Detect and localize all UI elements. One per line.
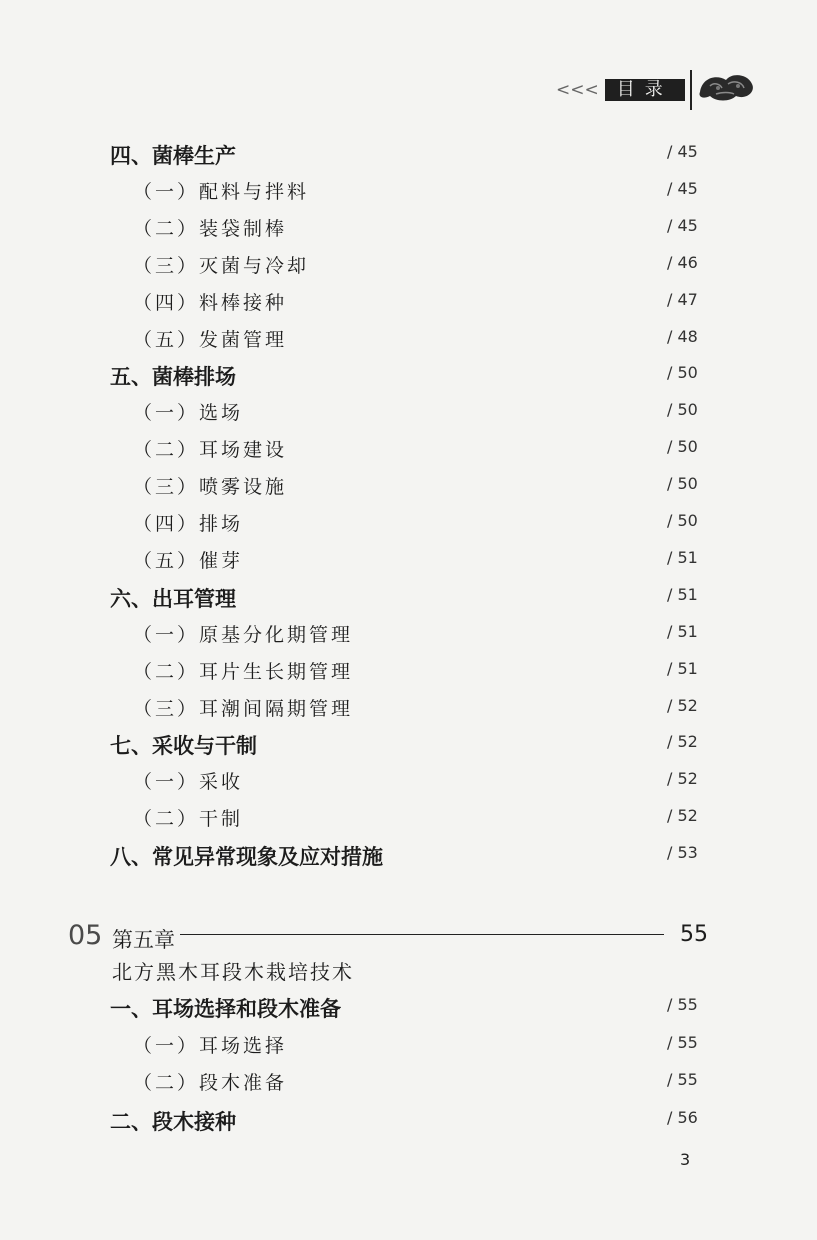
chapter-title[interactable]: 北方黑木耳段木栽培技术 <box>112 960 354 984</box>
toc-entry-label: 四、菌棒生产 <box>110 144 236 168</box>
toc-entry-page: / 55 <box>667 995 698 1014</box>
chapter-number: 05 <box>68 920 103 951</box>
toc-entry-page: / 53 <box>667 843 698 863</box>
toc-entry-label: （四）排场 <box>133 513 244 535</box>
toc-entry-page: / 50 <box>667 511 698 530</box>
toc-entry[interactable] <box>0 398 817 428</box>
toc-entry[interactable] <box>0 730 817 760</box>
toc-entry-label: （四）料棒接种 <box>133 291 288 314</box>
toc-entry-page: / 45 <box>667 178 698 198</box>
toc-entry-label: 六、出耳管理 <box>110 586 236 611</box>
toc-entry-label: （一）原基分化期管理 <box>133 623 354 646</box>
back-arrows-icon: <<< <box>556 80 599 100</box>
toc-entry-page: / 50 <box>667 363 698 383</box>
toc-entry-page: / 46 <box>667 252 698 272</box>
toc-entry[interactable] <box>0 509 817 539</box>
toc-entry[interactable] <box>0 620 817 650</box>
toc-entry-label: （二）装袋制棒 <box>133 217 288 240</box>
toc-entry-label: （一）采收 <box>133 771 244 794</box>
toc-entry-page: / 55 <box>667 1032 698 1052</box>
running-header <box>556 78 685 102</box>
toc-entry-label: （三）喷雾设施 <box>133 476 288 499</box>
toc-entry-label: （一）配料与拌料 <box>133 180 310 203</box>
toc-entry[interactable] <box>0 583 817 613</box>
toc-entry[interactable] <box>0 1106 817 1136</box>
toc-entry-label: （五）催芽 <box>133 549 244 572</box>
toc-entry[interactable] <box>0 804 817 834</box>
toc-entry-page: / 52 <box>667 769 698 789</box>
toc-entry[interactable] <box>0 325 817 355</box>
toc-entry-page: / 51 <box>667 658 698 678</box>
toc-entry-page: / 50 <box>667 400 698 420</box>
toc-entry-label: （一）选场 <box>133 402 244 425</box>
toc-entry[interactable] <box>0 767 817 797</box>
toc-entry[interactable] <box>0 1031 817 1061</box>
fungus-ornament-icon <box>696 70 756 108</box>
toc-entry[interactable] <box>0 546 817 576</box>
toc-entry[interactable] <box>0 993 817 1023</box>
toc-entry-label: 七、采收与干制 <box>110 734 257 759</box>
toc-entry-label: 五、菌棒排场 <box>110 365 236 390</box>
toc-entry-label: （一）耳场选择 <box>133 1034 288 1057</box>
toc-entry-label: （二）段木准备 <box>133 1072 288 1094</box>
chapter-leader-line <box>180 934 664 935</box>
header-divider <box>690 70 692 110</box>
chapter-page: 55 <box>680 922 708 947</box>
toc-entry-label: （二）干制 <box>133 808 244 831</box>
toc-entry[interactable] <box>0 361 817 391</box>
toc-entry-page: / 51 <box>667 584 698 604</box>
toc-entry-page: / 52 <box>667 695 698 715</box>
toc-entry[interactable] <box>0 435 817 465</box>
header-title: 目录 <box>605 79 685 101</box>
toc-entry-label: （二）耳场建设 <box>133 439 288 462</box>
toc-entry-label: 二、段木接种 <box>110 1109 236 1134</box>
toc-entry-label: （三）耳潮间隔期管理 <box>133 697 354 720</box>
page-number: 3 <box>680 1150 691 1169</box>
toc-entry[interactable] <box>0 251 817 281</box>
toc-entry-page: / 45 <box>667 142 698 161</box>
toc-entry[interactable] <box>0 472 817 502</box>
toc-entry-label: （五）发菌管理 <box>133 328 288 351</box>
toc-entry-page: / 52 <box>667 806 698 826</box>
toc-entry-page: / 48 <box>667 326 698 346</box>
toc-entry-page: / 50 <box>667 474 698 494</box>
toc-entry-label: （二）耳片生长期管理 <box>133 660 354 683</box>
toc-entry[interactable] <box>0 288 817 318</box>
toc-entry-page: / 52 <box>667 732 698 752</box>
toc-entry-label: （三）灭菌与冷却 <box>133 254 310 277</box>
toc-entry-label: 八、常见异常现象及应对措施 <box>110 845 383 870</box>
toc-entry-page: / 55 <box>667 1070 698 1089</box>
toc-entry[interactable] <box>0 214 817 244</box>
toc-entry-page: / 56 <box>667 1107 698 1127</box>
toc-entry-page: / 45 <box>667 215 698 235</box>
toc-entry[interactable] <box>0 694 817 724</box>
toc-entry-page: / 51 <box>667 547 698 567</box>
toc-entry-label: 一、耳场选择和段木准备 <box>110 997 341 1021</box>
toc-entry[interactable] <box>0 841 817 871</box>
chapter-label[interactable]: 第五章 <box>112 928 175 952</box>
toc-entry-page: / 47 <box>667 289 698 309</box>
toc-entry-page: / 50 <box>667 437 698 457</box>
toc-entry[interactable] <box>0 1068 817 1098</box>
toc-entry[interactable] <box>0 140 817 170</box>
toc-entry[interactable] <box>0 657 817 687</box>
toc-entry-page: / 51 <box>667 621 698 641</box>
toc-entry[interactable] <box>0 177 817 207</box>
